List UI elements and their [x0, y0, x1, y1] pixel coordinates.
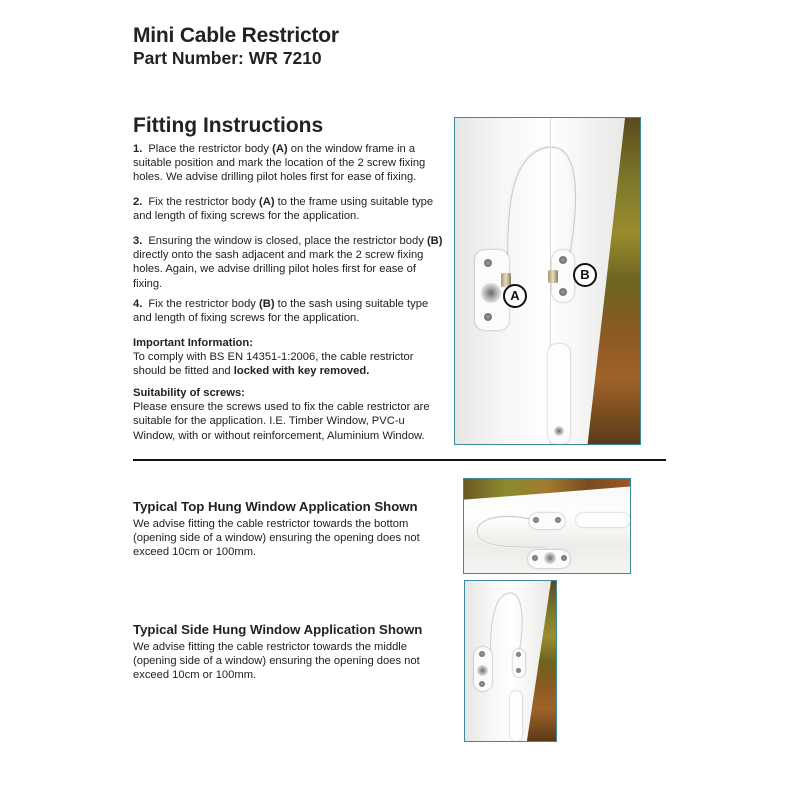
section-divider [133, 459, 666, 461]
side-hung-heading: Typical Side Hung Window Application Shown [133, 622, 423, 637]
restrictor-fitted-photo [454, 117, 641, 445]
label-a: A [503, 284, 527, 308]
cable-ferrule [548, 270, 558, 283]
label-b: B [573, 263, 597, 287]
top-hung-text: We advise fitting the cable restrictor towards the bottom (opening side of a window) ensuring the opening does not exceed 10cm or 100mm. [133, 518, 420, 559]
screw-icon [516, 652, 521, 657]
screw-icon [484, 259, 492, 267]
key-lock-icon [544, 552, 556, 564]
side-hung-window-photo [464, 580, 557, 742]
step-1: 1. Place the restrictor body (A) on the window frame in a suitable position and mark the location of the 2 screw fixing holes. We advise drilling pilot holes first for ease of fixing. [133, 143, 426, 184]
screw-icon [559, 256, 567, 264]
handle-lock-icon [554, 426, 564, 436]
suitability-heading: Suitability of screws: [133, 387, 245, 399]
window-handle [576, 513, 630, 527]
screw-icon [532, 555, 538, 561]
top-hung-heading: Typical Top Hung Window Application Shown [133, 499, 418, 514]
top-hung-window-photo [463, 478, 631, 574]
screw-icon [516, 668, 521, 673]
key-lock-icon [477, 665, 488, 676]
step-4: 4. Fix the restrictor body (B) to the sash using suitable type and length of fixing screws for the application. [133, 298, 429, 325]
key-lock-icon [481, 283, 501, 303]
screw-icon [561, 555, 567, 561]
step-3: 3. Ensuring the window is closed, place the restrictor body (B) directly onto the sash adjacent and mark the 2 screw fixing holes. Again, we advise drilling pilot holes first for ease of fixing. [133, 235, 443, 290]
side-hung-text: We advise fitting the cable restrictor towards the middle (opening side of a window) ensuring the opening does not exceed 10cm or 100mm. [133, 641, 420, 682]
step-2: 2. Fix the restrictor body (A) to the frame using suitable type and length of fixing screws for the application. [133, 196, 434, 223]
window-handle [510, 691, 522, 741]
screw-icon [479, 681, 485, 687]
suitability-of-screws: Suitability of screws: Please ensure the screws used to fix the cable restrictor are suitable for the application. I.E. Timber Window, PVC-u Window, with or without reinforcement, Aluminium Window. [133, 386, 448, 443]
part-number: Part Number: WR 7210 [133, 48, 322, 68]
screw-icon [479, 651, 485, 657]
screw-icon [484, 313, 492, 321]
fitting-instructions-heading: Fitting Instructions [133, 114, 324, 137]
important-information-heading: Important Information: [133, 337, 253, 349]
product-title: Mini Cable Restrictor [133, 24, 339, 47]
important-information: Important Information: To comply with BS EN 14351-1:2006, the cable restrictor should be fitted and locked with key removed. [133, 336, 448, 379]
screw-icon [555, 517, 561, 523]
screw-icon [533, 517, 539, 523]
screw-icon [559, 288, 567, 296]
